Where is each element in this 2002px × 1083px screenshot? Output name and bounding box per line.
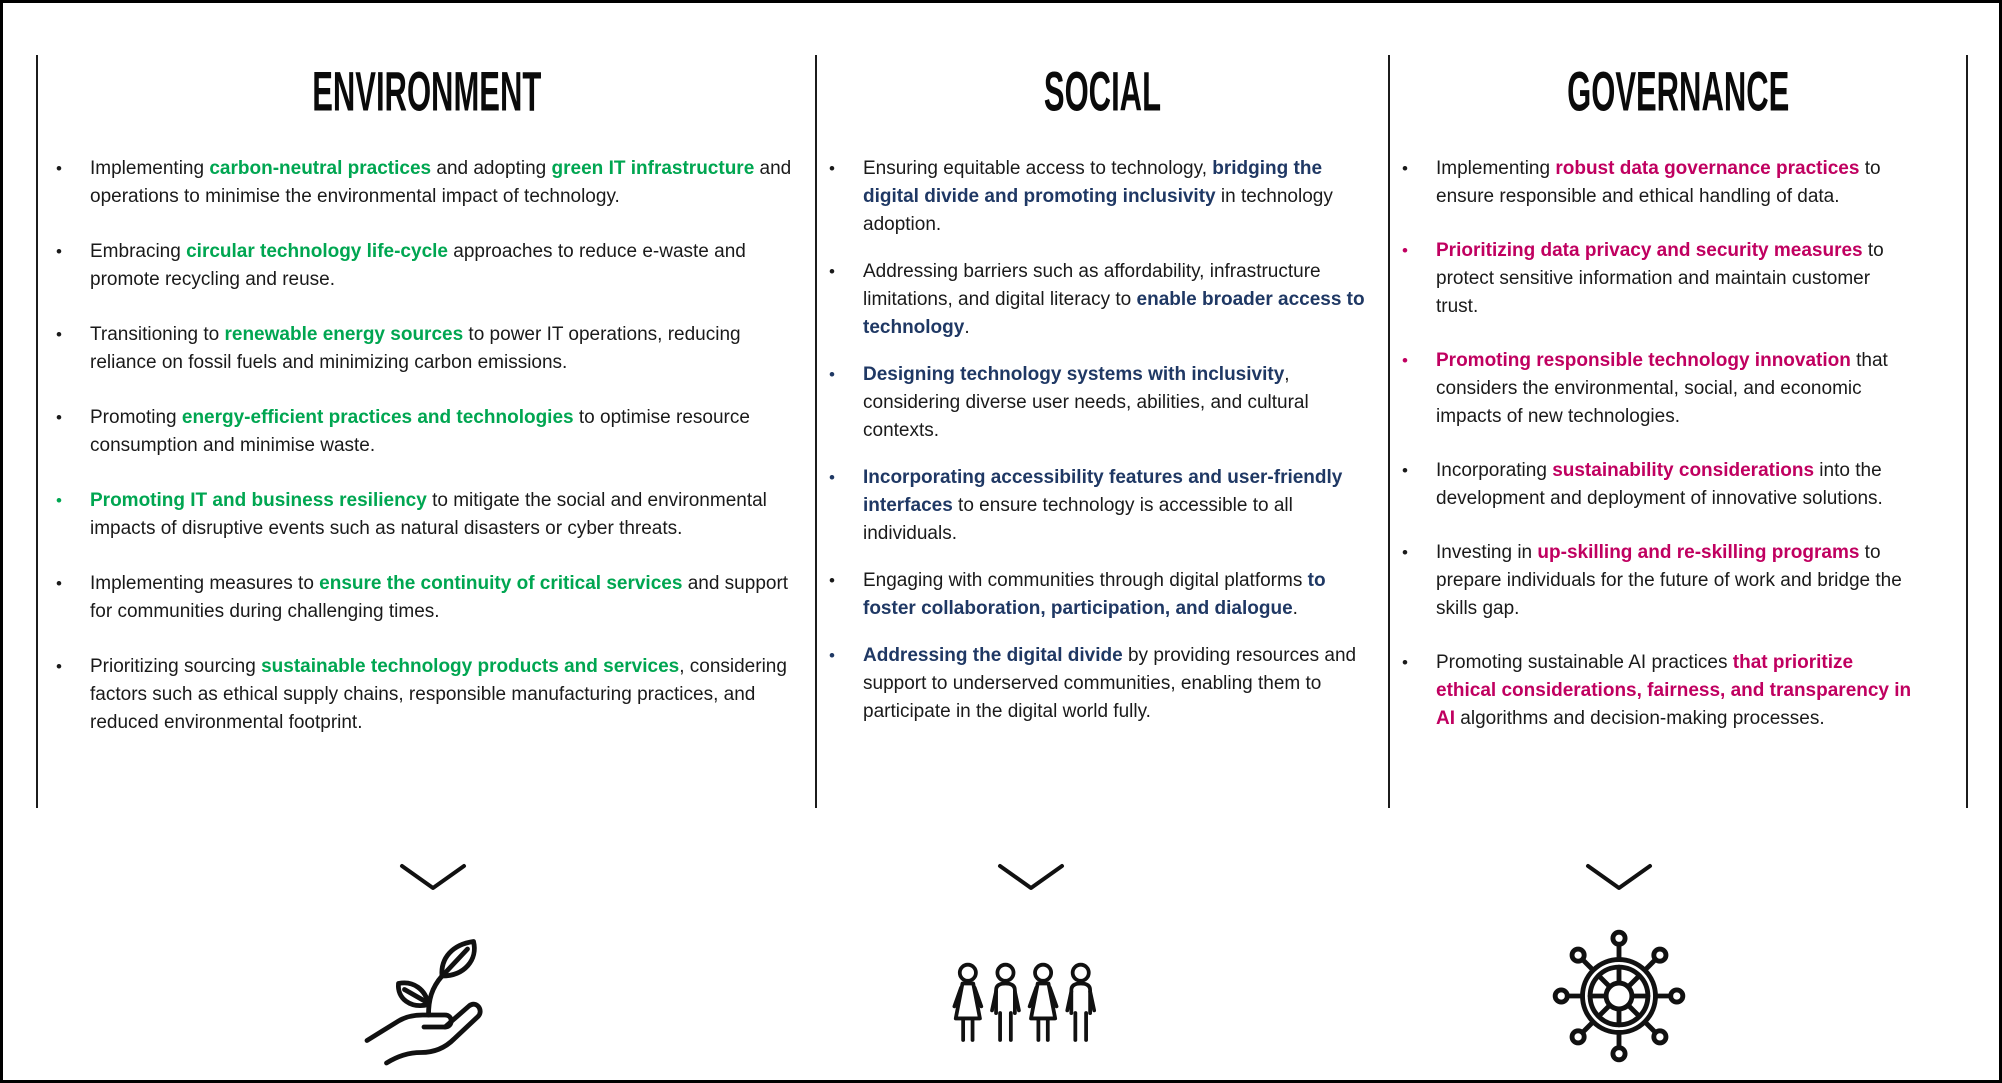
- bullet-text: Implementing measures to ensure the continuity of critical services and support for communities during challenging times.: [90, 573, 789, 622]
- bullet-marker: •: [56, 491, 62, 510]
- bullet-marker: •: [829, 365, 835, 384]
- column-governance: [1388, 55, 1968, 808]
- bullet-marker: •: [1402, 653, 1408, 672]
- bullet-text: Designing technology systems with inclusivity, considering diverse user needs, abilities, and cultural contexts.: [863, 364, 1309, 441]
- bullet-text: Promoting energy-efficient practices and technologies to optimise resource consumption and minimise waste.: [90, 407, 750, 456]
- page-title-environment: ENVIRONMENT: [311, 60, 542, 123]
- bullet-text: Promoting responsible technology innovation that considers the environmental, social, and economic impacts of new technologies.: [1436, 350, 1888, 427]
- bullet-text: Addressing the digital divide by providing resources and support to underserved communities, enabling them to participate in the digital world fully.: [863, 645, 1357, 722]
- list-item: [829, 361, 1370, 445]
- bullet-list: [38, 155, 815, 737]
- column-environment: [36, 55, 815, 808]
- bullet-text: Implementing robust data governance practices to ensure responsible and ethical handling of data.: [1436, 158, 1881, 207]
- list-item: [1402, 347, 1916, 431]
- bullet-text: Promoting IT and business resiliency to mitigate the social and environmental impacts of disruptive events such as natural disasters or cyber threats.: [90, 490, 767, 539]
- bullet-text: Transitioning to renewable energy sources to power IT operations, reducing reliance on fossil fuels and minimizing carbon emissions.: [90, 324, 741, 373]
- list-item: [1402, 457, 1916, 513]
- bullet-text: Engaging with communities through digital platforms to foster collaboration, participation, and dialogue.: [863, 570, 1326, 619]
- list-item: [1402, 237, 1916, 321]
- bullet-text: Investing in up-skilling and re-skilling programs to prepare individuals for the future of work and bridge the skills gap.: [1436, 542, 1902, 619]
- bullet-list: [1390, 155, 1966, 733]
- bullet-marker: •: [56, 408, 62, 427]
- bullet-marker: •: [1402, 351, 1408, 370]
- bullet-text: Ensuring equitable access to technology, bridging the digital divide and promoting inclusivity in technology adoption.: [863, 158, 1333, 235]
- bullet-marker: •: [829, 159, 835, 178]
- list-item: [56, 487, 799, 543]
- ship-wheel-icon: [1543, 920, 1695, 1077]
- list-item: [56, 238, 799, 294]
- list-item: [1402, 649, 1916, 733]
- column-header: [1390, 55, 1966, 123]
- bullet-text: Prioritizing data privacy and security measures to protect sensitive information and maintain customer trust.: [1436, 240, 1884, 317]
- bullet-text: Incorporating accessibility features and user-friendly interfaces to ensure technology is accessible to all individuals.: [863, 467, 1343, 544]
- bullet-marker: •: [56, 325, 62, 344]
- list-item: [1402, 539, 1916, 623]
- bullet-marker: •: [1402, 543, 1408, 562]
- bullet-marker: •: [56, 242, 62, 261]
- bullet-text: Prioritizing sourcing sustainable technology products and services, considering factors such as ethical supply chains, responsible manufacturing practices, and reduced environmental footprint.: [90, 656, 787, 733]
- chevron-down-icon: [995, 861, 1067, 900]
- page-title-social: SOCIAL: [1043, 60, 1162, 123]
- list-item: [56, 653, 799, 737]
- bullet-marker: •: [56, 574, 62, 593]
- list-item: [829, 464, 1370, 548]
- hand-holding-seedling-icon: [358, 922, 508, 1077]
- bullet-marker: •: [56, 657, 62, 676]
- bullet-marker: •: [829, 646, 835, 665]
- chevron-down-icon: [397, 861, 469, 900]
- bullet-text: Implementing carbon-neutral practices and adopting green IT infrastructure and operations to minimise the environmental impact of technology.: [90, 158, 792, 207]
- bullet-text: Incorporating sustainability considerations into the development and deployment of innovative solutions.: [1436, 460, 1883, 509]
- list-item: [829, 155, 1370, 239]
- list-item: [56, 570, 799, 626]
- list-item: [829, 567, 1370, 623]
- list-item: [56, 155, 799, 211]
- bullet-marker: •: [829, 262, 835, 281]
- bullet-marker: •: [829, 468, 835, 487]
- page-title-governance: GOVERNANCE: [1566, 60, 1790, 123]
- footer-governance: [1519, 861, 1719, 1077]
- bullet-list: [817, 155, 1388, 726]
- bullet-text: Promoting sustainable AI practices that prioritize ethical considerations, fairness, and transparency in AI algorithms and decision-making processes.: [1436, 652, 1912, 729]
- column-header: [817, 55, 1388, 123]
- people-group-icon: [945, 946, 1117, 1069]
- list-item: [829, 642, 1370, 726]
- bullet-marker: •: [829, 571, 835, 590]
- list-item: [829, 258, 1370, 342]
- bullet-marker: •: [1402, 461, 1408, 480]
- bullet-marker: •: [1402, 241, 1408, 260]
- list-item: [56, 404, 799, 460]
- column-header: [38, 55, 815, 123]
- bullet-text: Embracing circular technology life-cycle approaches to reduce e-waste and promote recycling and reuse.: [90, 241, 746, 290]
- chevron-down-icon: [1583, 861, 1655, 900]
- list-item: [1402, 155, 1916, 211]
- column-social: [815, 55, 1388, 808]
- footer-environment: [333, 861, 533, 1077]
- bullet-text: Addressing barriers such as affordability, infrastructure limitations, and digital literacy to enable broader access to technology.: [863, 261, 1365, 338]
- bullet-marker: •: [56, 159, 62, 178]
- list-item: [56, 321, 799, 377]
- bullet-marker: •: [1402, 159, 1408, 178]
- footer-social: [931, 861, 1131, 1069]
